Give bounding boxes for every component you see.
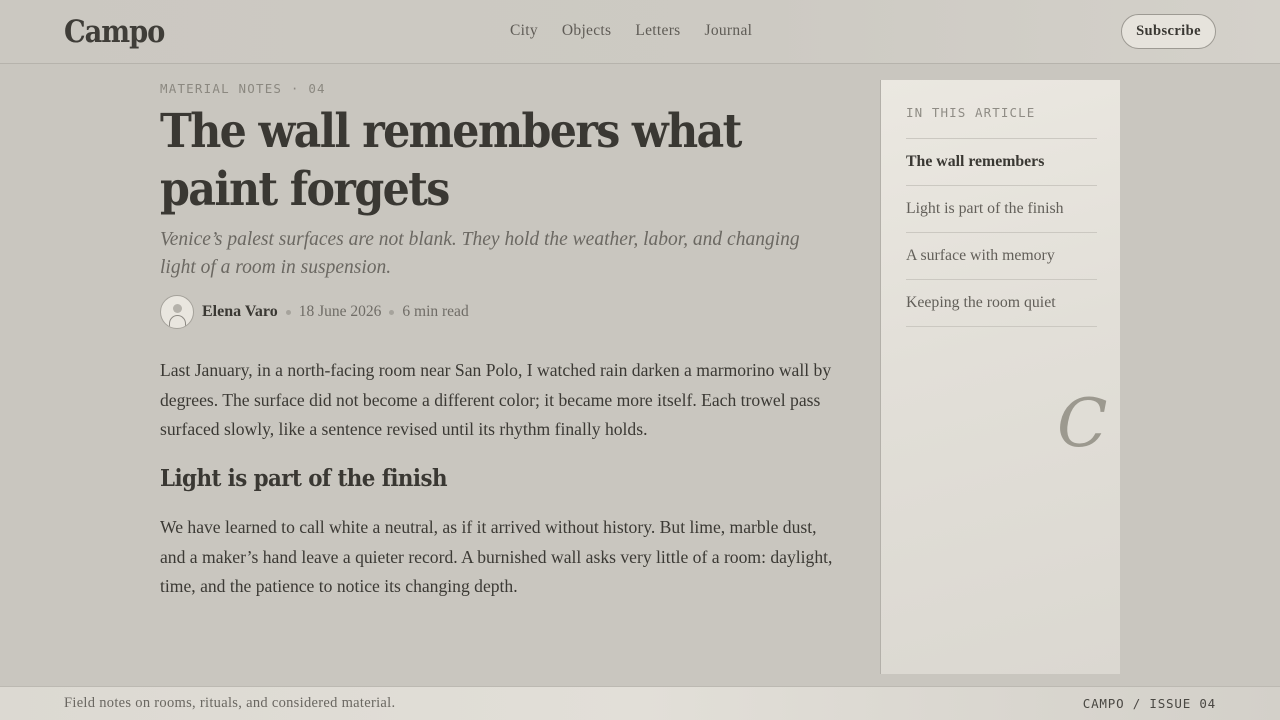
toc-item-the-wall-remembers[interactable]: The wall remembers	[906, 139, 1097, 186]
footer-tagline: Field notes on rooms, rituals, and considered material.	[64, 695, 396, 711]
publish-date: 18 June 2026	[298, 303, 382, 320]
table-of-contents	[880, 80, 1120, 674]
nav-link-letters[interactable]: Letters	[635, 22, 681, 39]
article-dek: Venice’s palest surfaces are not blank. They hold the weather, labor, and changing light of a room in suspension.	[160, 229, 800, 278]
article-paragraph: We have learned to call white a neutral, as if it arrived without history. But lime, marble dust, and a maker’s hand leave a quieter record. A burnished wall asks very little of a room: daylight, time, and the patience to notice its changing depth.	[160, 517, 833, 596]
site-footer	[0, 686, 1280, 720]
subscribe-button[interactable]: Subscribe	[1121, 14, 1216, 49]
nav-link-city[interactable]: City	[510, 22, 538, 39]
toc-item-a-surface-with-memory[interactable]: A surface with memory	[906, 233, 1097, 280]
read-time: 6 min read	[402, 303, 469, 320]
toc-list	[906, 138, 1097, 327]
author-avatar-icon[interactable]	[160, 295, 194, 329]
section-heading: Light is part of the finish	[160, 465, 447, 492]
author-name[interactable]: Elena Varo	[202, 303, 278, 320]
site-logo[interactable]: Campo	[64, 14, 165, 50]
nav-link-objects[interactable]: Objects	[561, 22, 612, 39]
site-header	[0, 0, 1280, 64]
byline	[160, 295, 469, 329]
main-nav	[510, 22, 752, 40]
footer-issue-label: CAMPO / ISSUE 04	[1082, 696, 1216, 711]
byline-separator	[389, 310, 394, 315]
article-paragraph: Last January, in a north-facing room near San Polo, I watched rain darken a marmorino wall by degrees. The surface did not become a different color; it became more itself. Each trowel pass surfaced slowly, like a sentence revised until its rhythm finally holds.	[160, 360, 832, 439]
campo-monogram: C	[1057, 385, 1108, 462]
toc-title: IN THIS ARTICLE	[906, 105, 1036, 120]
article-kicker: MATERIAL NOTES · 04	[160, 81, 326, 96]
toc-item-light-is-part-of-the-finish[interactable]: Light is part of the finish	[906, 186, 1097, 233]
article-headline: The wall remembers what paint forgets	[160, 104, 741, 217]
byline-separator	[286, 310, 291, 315]
toc-item-keeping-the-room-quiet[interactable]: Keeping the room quiet	[906, 280, 1097, 327]
nav-link-journal[interactable]: Journal	[704, 22, 753, 39]
